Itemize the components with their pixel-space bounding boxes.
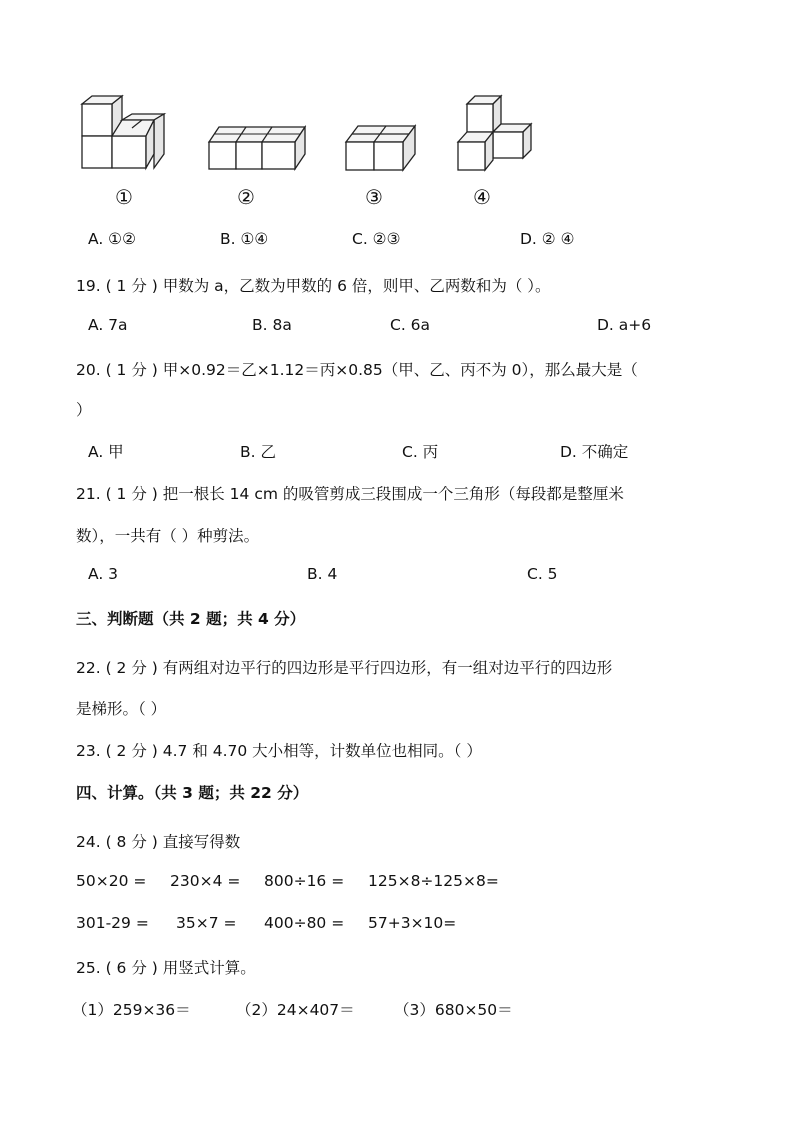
- figure-label-2: ②: [237, 185, 255, 209]
- q19-option-d: D. a+6: [597, 316, 652, 334]
- q25-stem: 25. ( 6 分 ) 用竖式计算。: [76, 959, 256, 977]
- figure-label-1: ①: [115, 185, 133, 209]
- q24-item-1: 50×20 =: [76, 872, 147, 890]
- cube-figure-1: [78, 90, 170, 174]
- q24-item-4: 125×8÷125×8=: [368, 872, 499, 890]
- cube-figure-3: [343, 90, 419, 174]
- q22-line1: 22. ( 2 分 ) 有两组对边平行的四边形是平行四边形，有一组对边平行的四边形: [76, 659, 613, 677]
- q25-item-3: （3）680×50＝: [394, 1001, 513, 1019]
- figure-label-4: ④: [473, 185, 491, 209]
- q18-option-d: D. ② ④: [520, 230, 575, 248]
- q20-option-b: B. 乙: [240, 443, 276, 461]
- q24-stem: 24. ( 8 分 ) 直接写得数: [76, 833, 241, 851]
- q24-item-3: 800÷16 =: [264, 872, 345, 890]
- section-3-heading: 三、判断题（共 2 题；共 4 分）: [76, 610, 306, 628]
- q21-option-b: B. 4: [307, 565, 338, 583]
- q20-option-a: A. 甲: [88, 443, 124, 461]
- q24-item-2: 230×4 =: [170, 872, 241, 890]
- cube-figure-2: [206, 90, 310, 174]
- figure-label-3: ③: [365, 185, 383, 209]
- q20-option-c: C. 丙: [402, 443, 439, 461]
- q25-item-1: （1）259×36＝: [72, 1001, 191, 1019]
- q22-line2: 是梯形。（ ）: [76, 700, 167, 718]
- q21-option-c: C. 5: [527, 565, 558, 583]
- q24-item-6: 35×7 =: [176, 914, 237, 932]
- q19-stem: 19. ( 1 分 ) 甲数为 a，乙数为甲数的 6 倍，则甲、乙两数和为（ ）。: [76, 277, 551, 295]
- q19-option-a: A. 7a: [88, 316, 128, 334]
- q18-option-a: A. ①②: [88, 230, 136, 248]
- q20-stem-line2: ）: [76, 401, 92, 419]
- q21-stem-line2: 数），一共有（ ）种剪法。: [76, 527, 260, 545]
- q21-stem-line1: 21. ( 1 分 ) 把一根长 14 cm 的吸管剪成三段围成一个三角形（每段都是整厘米: [76, 485, 624, 503]
- q19-option-c: C. 6a: [390, 316, 431, 334]
- q21-option-a: A. 3: [88, 565, 119, 583]
- section-4-heading: 四、计算。（共 3 题；共 22 分）: [76, 784, 309, 802]
- q20-stem-line1: 20. ( 1 分 ) 甲×0.92＝乙×1.12＝丙×0.85（甲、乙、丙不为 0），那么最大是（: [76, 361, 638, 379]
- q25-item-2: （2）24×407＝: [236, 1001, 355, 1019]
- q24-item-5: 301-29 =: [76, 914, 149, 932]
- q19-option-b: B. 8a: [252, 316, 292, 334]
- cube-figure-4: [455, 90, 535, 174]
- q24-item-8: 57+3×10=: [368, 914, 457, 932]
- q20-option-d: D. 不确定: [560, 443, 629, 461]
- q18-option-b: B. ①④: [220, 230, 269, 248]
- q23-stem: 23. ( 2 分 ) 4.7 和 4.70 大小相等，计数单位也相同。（ ）: [76, 742, 482, 760]
- q24-item-7: 400÷80 =: [264, 914, 345, 932]
- q18-option-c: C. ②③: [352, 230, 401, 248]
